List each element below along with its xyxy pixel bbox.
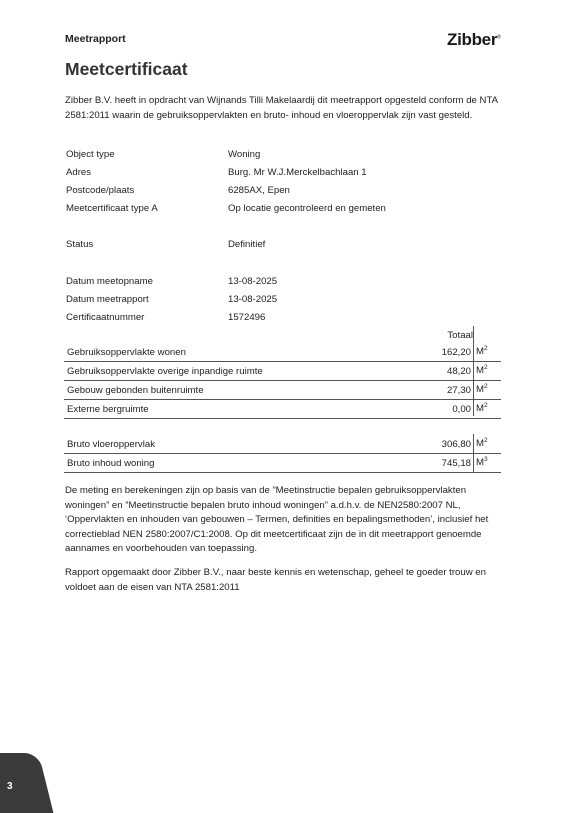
- area-unit: [476, 345, 488, 357]
- area-unit: [476, 456, 488, 468]
- info-label: Datum meetrapport: [66, 294, 149, 305]
- info-value: 13-08-2025: [228, 276, 278, 287]
- area-label: Externe bergruimte: [67, 404, 149, 415]
- methodology-paragraph: De meting en berekeningen zijn op basis van de ”Meetinstructie bepalen gebruiksoppervlakten woningen” en ”Meetinstructie bepalen bruto inhoud woningen” a.d.h.v. de NEN2580:2007 NL, ‘Oppervlakten en inhouden van gebouwen – Termen, definities en bepalingsmethoden’, inclusief het correctieblad NEN 2580:2007/C1:2008. Op dit meetcertificaat zijn de in dit meetrapport genoemde aannames en voorbehouden van toepassing.: [65, 485, 489, 554]
- info-value: 13-08-2025: [228, 294, 278, 305]
- unit-base: M: [476, 457, 484, 468]
- info-value: Woning: [228, 149, 261, 160]
- header-title: Meetrapport: [65, 33, 126, 45]
- bruto-row: [64, 454, 501, 473]
- info-value: Op locatie gecontroleerd en gemeten: [228, 203, 386, 214]
- area-label: Gebouw gebonden buitenruimte: [67, 385, 204, 396]
- area-unit: [476, 437, 488, 449]
- area-label: Gebruiksoppervlakte overige inpandige ruimte: [67, 366, 263, 377]
- area-label: Gebruiksoppervlakte wonen: [67, 347, 186, 358]
- unit-exponent: 2: [484, 364, 488, 371]
- unit-exponent: 2: [484, 345, 488, 352]
- info-label: Certificaatnummer: [66, 312, 145, 323]
- page-title: Meetcertificaat: [65, 59, 188, 79]
- area-unit: [476, 383, 488, 395]
- area-row: [64, 343, 501, 362]
- unit-base: M: [476, 438, 484, 449]
- info-label: Status: [66, 239, 94, 250]
- info-row: [66, 294, 486, 308]
- unit-exponent: 2: [484, 402, 488, 409]
- info-label: Postcode/plaats: [66, 185, 135, 196]
- area-value: 306,80: [441, 439, 471, 450]
- page-number: 3: [7, 781, 13, 792]
- area-unit: [476, 364, 488, 376]
- area-row: [64, 381, 501, 400]
- unit-base: M: [476, 384, 484, 395]
- area-value: 48,20: [446, 366, 471, 377]
- info-row: [66, 149, 486, 163]
- area-unit: [476, 402, 488, 414]
- area-value: 162,20: [441, 347, 471, 358]
- info-label: Adres: [66, 167, 92, 178]
- info-label: Meetcertificaat type A: [66, 203, 158, 214]
- info-row: [66, 185, 486, 199]
- logo-text: Zibber: [447, 30, 498, 49]
- info-value: 1572496: [228, 312, 266, 323]
- info-value: Definitief: [228, 239, 266, 250]
- unit-exponent: 2: [484, 383, 488, 390]
- area-row: [64, 362, 501, 381]
- zibber-logo: [447, 30, 501, 50]
- unit-base: M: [476, 365, 484, 376]
- logo-registered-mark: ®: [497, 34, 501, 41]
- info-row: [66, 312, 486, 326]
- info-row: [66, 239, 486, 253]
- total-column-header: Totaal: [447, 330, 473, 341]
- info-row: [66, 276, 486, 290]
- area-label: Bruto vloeroppervlak: [67, 439, 155, 450]
- area-value: 745,18: [441, 458, 471, 469]
- area-value: 0,00: [452, 404, 471, 415]
- intro-paragraph: Zibber B.V. heeft in opdracht van Wijnands Tilli Makelaardij dit meetrapport opgesteld conform de NTA 2581:2011 waarin de gebruiksoppervlakten en bruto- inhoud en vloeroppervlak zijn vast gesteld.: [65, 95, 498, 121]
- info-row: [66, 203, 486, 217]
- unit-exponent: 3: [484, 456, 488, 463]
- info-value: 6285AX, Epen: [228, 185, 290, 196]
- area-row: [64, 400, 501, 419]
- bruto-row: [64, 435, 501, 454]
- info-value: Burg. Mr W.J.Merckelbachlaan 1: [228, 167, 367, 178]
- unit-base: M: [476, 346, 484, 357]
- unit-base: M: [476, 403, 484, 414]
- info-label: Object type: [66, 149, 115, 160]
- info-label: Datum meetopname: [66, 276, 153, 287]
- area-value: 27,30: [446, 385, 471, 396]
- unit-exponent: 2: [484, 437, 488, 444]
- area-label: Bruto inhoud woning: [67, 458, 155, 469]
- closing-paragraph: Rapport opgemaakt door Zibber B.V., naar beste kennis en wetenschap, geheel te goeder trouw en voldoet aan de eisen van NTA 2581:2011: [65, 567, 486, 593]
- info-row: [66, 167, 486, 181]
